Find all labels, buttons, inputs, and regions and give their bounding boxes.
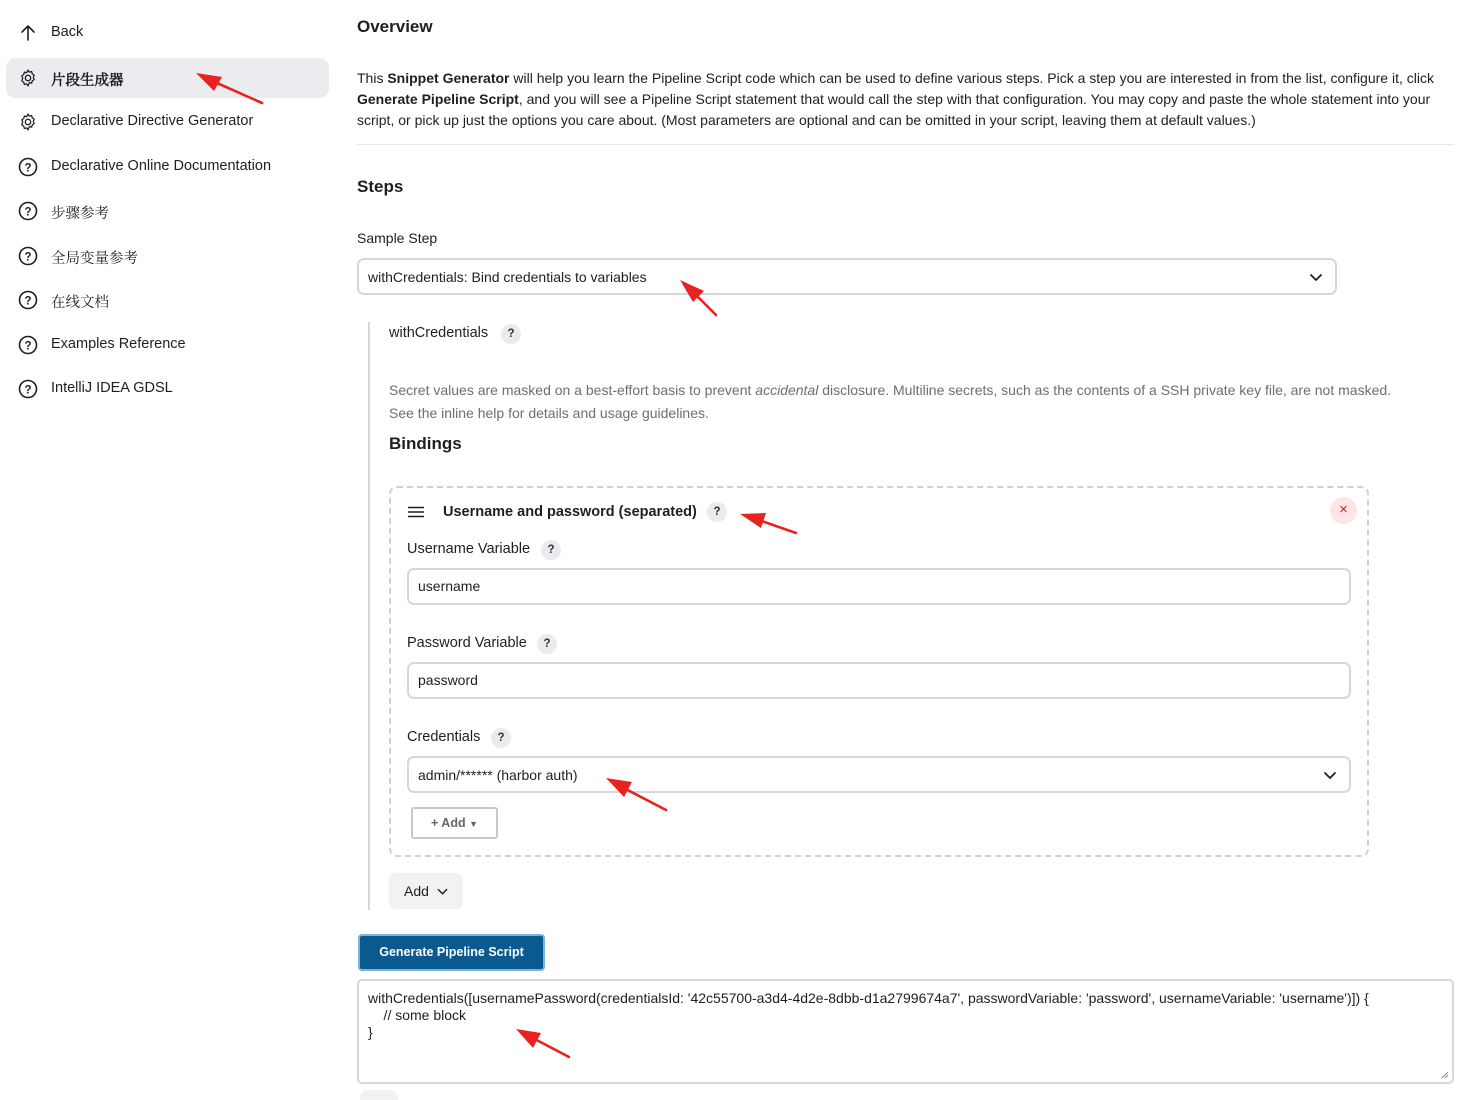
help-circle-icon [18, 290, 38, 310]
svg-text:?: ? [24, 251, 32, 264]
sidebar-item-label: 步骤参考 [51, 206, 109, 222]
sidebar-item-label: 片段生成器 [51, 73, 124, 89]
help-icon[interactable]: ? [541, 540, 561, 560]
sidebar-item-label: IntelliJ IDEA GDSL [51, 380, 173, 396]
chevron-down-icon [437, 886, 448, 897]
add-credential-button[interactable] [411, 807, 498, 839]
with-credentials-label: withCredentials [389, 325, 489, 341]
credentials-value: admin/****** (harbor auth) [418, 766, 578, 783]
help-circle-icon [18, 335, 38, 355]
add-credential-label: + Add [430, 816, 466, 830]
gear-icon [18, 68, 38, 88]
sidebar-item-snippet-generator[interactable] [6, 58, 329, 98]
step-config-border [368, 322, 370, 910]
add-binding-label: Add [404, 883, 429, 899]
sidebar-item-declarative-directive-generator[interactable] [6, 102, 329, 142]
divider [357, 144, 1454, 145]
arrow-up-icon [18, 23, 38, 43]
sidebar-item-label: 全局变量参考 [51, 251, 138, 267]
secret-masking-note [389, 379, 1449, 425]
chevron-down-icon [1323, 768, 1337, 782]
help-icon[interactable]: ? [537, 634, 557, 654]
username-variable-label: Username Variable [407, 541, 531, 557]
help-icon[interactable]: ? [707, 502, 727, 522]
sample-step-label: Sample Step [357, 230, 438, 246]
resize-handle-icon[interactable] [1441, 1071, 1449, 1079]
svg-text:?: ? [24, 384, 32, 397]
svg-text:?: ? [24, 206, 32, 219]
note-text: disclosure. Multiline secrets, such as the contents of a SSH private key file, are not masked. [818, 382, 1392, 398]
note-emphasis: accidental [755, 382, 819, 398]
password-variable-label: Password Variable [407, 635, 527, 651]
generate-pipeline-script-button[interactable]: Generate Pipeline Script [358, 934, 545, 971]
sidebar-item-label: Examples Reference [51, 336, 186, 352]
help-circle-icon [18, 157, 38, 177]
sample-step-value: withCredentials: Bind credentials to variables [368, 268, 647, 285]
caret-down-icon: ▼ [469, 819, 478, 829]
sidebar-item-label: 在线文档 [51, 295, 109, 311]
sidebar-item-back[interactable] [6, 13, 329, 53]
sidebar-item-intellij-gdsl[interactable] [6, 369, 329, 409]
svg-text:?: ? [24, 295, 32, 308]
add-binding-button[interactable] [389, 873, 463, 909]
drag-handle-icon[interactable] [408, 506, 425, 518]
remove-binding-button[interactable]: × [1330, 497, 1357, 524]
code-line: // some block [368, 1007, 467, 1023]
chevron-down-icon [1309, 270, 1323, 284]
gear-icon [18, 112, 38, 132]
sample-step-select[interactable] [357, 258, 1337, 295]
sidebar-item-examples-reference[interactable] [6, 325, 329, 365]
intro-text: will help you learn the Pipeline Script code which can be used to define various steps. Pick a step you are interested in from the list, configure it, click [509, 70, 1434, 86]
credentials-select[interactable] [407, 756, 1351, 793]
svg-text:?: ? [24, 162, 32, 175]
sidebar-item-global-variables[interactable] [6, 236, 329, 276]
binding-title: Username and password (separated) [443, 504, 697, 520]
help-icon[interactable]: ? [491, 728, 511, 748]
sidebar-item-label: Back [51, 24, 84, 40]
password-variable-input[interactable]: password [407, 662, 1351, 699]
sidebar-item-label: Declarative Online Documentation [51, 158, 272, 174]
credentials-label: Credentials [407, 729, 481, 745]
generated-script-textarea[interactable] [357, 979, 1454, 1084]
svg-text:?: ? [24, 340, 32, 353]
overview-description [357, 68, 1454, 131]
intro-text: This [357, 70, 388, 86]
note-text: Secret values are masked on a best-effort basis to prevent [389, 382, 756, 398]
code-line: } [368, 1024, 373, 1040]
help-circle-icon [18, 246, 38, 266]
intro-text: , and you will see a Pipeline Script statement that would call the step with that configuration. You may copy and paste the whole statement into your script, or pick up just the options you care about. (Most parameters are optional and can be omitted in your script, leaving them at default values.) [357, 91, 1431, 128]
sidebar-item-label: Declarative Directive Generator [51, 113, 254, 129]
intro-bold-generate: Generate Pipeline Script [357, 91, 519, 107]
help-circle-icon [18, 379, 38, 399]
code-line: withCredentials([usernamePassword(credentialsId: '42c55700-a3d4-4d2e-8dbb-d1a2799674a7', passwordVariable: 'password', usernameVariable: 'username')]) { [368, 990, 1369, 1006]
sidebar-item-online-docs[interactable] [6, 280, 329, 320]
partial-button [360, 1090, 398, 1100]
note-text: See the inline help for details and usage guidelines. [389, 405, 709, 421]
intro-bold-snippet-generator: Snippet Generator [387, 70, 510, 86]
steps-heading: Steps [357, 177, 404, 196]
sidebar-item-step-reference[interactable] [6, 191, 329, 231]
overview-heading: Overview [357, 17, 433, 36]
help-icon[interactable]: ? [501, 324, 521, 344]
username-variable-input[interactable]: username [407, 568, 1351, 605]
help-circle-icon [18, 201, 38, 221]
bindings-heading: Bindings [389, 434, 462, 453]
sidebar-item-declarative-online-docs[interactable] [6, 147, 329, 187]
